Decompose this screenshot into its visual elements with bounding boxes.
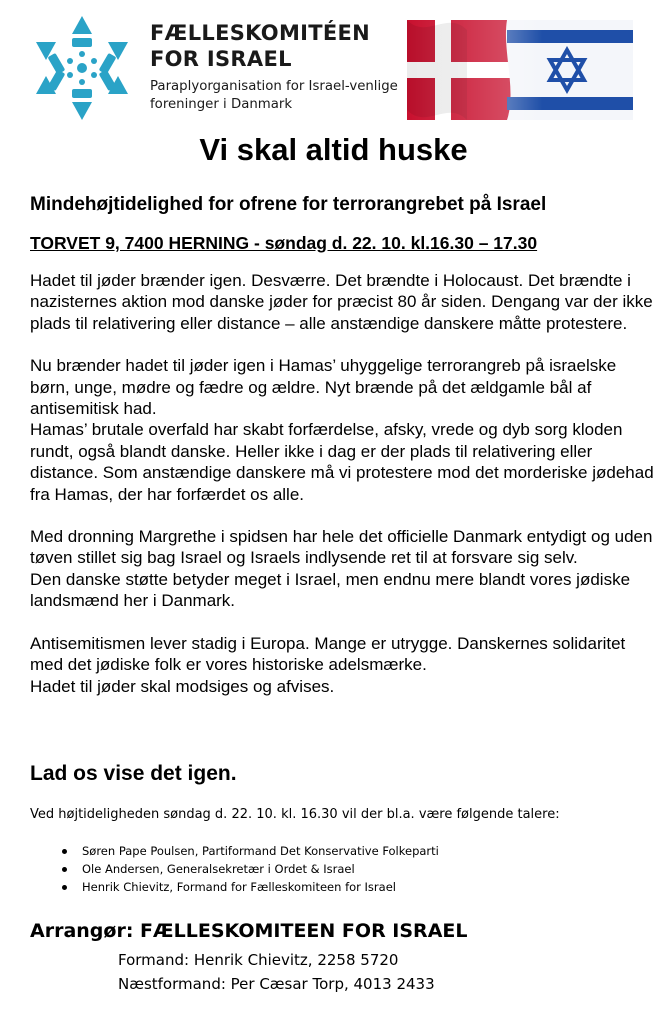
event-location-time: TORVET 9, 7400 HERNING - søndag d. 22. 10. kl.16.30 – 17.30	[30, 233, 538, 253]
letterhead	[0, 0, 667, 130]
vice-chair-contact: Næstformand: Per Cæsar Torp, 4013 2433	[118, 975, 435, 993]
organization-name	[150, 20, 370, 72]
chair-contact: Formand: Henrik Chievitz, 2258 5720	[118, 951, 399, 969]
paragraph-1: Hadet til jøder brænder igen. Desværre. Det brændte i Holocaust. Det brændte i nazisternes aktion mod danske jøder for præcist 80 år siden. Dengang var der ikke plads til relativering eller distance – alle anstændige danskere måtte protestere.	[30, 271, 653, 333]
page-title: Vi skal altid huske	[199, 132, 468, 167]
star-of-david-dots-logo	[28, 14, 136, 122]
paragraph-6: Antisemitismen lever stadig i Europa. Mange er utrygge. Danskernes solidaritet med det jødiske folk er vores historiske adelsmærke.	[30, 633, 626, 675]
speaker-name: Henrik Chievitz, Formand for Fælleskomiteen for Israel	[82, 880, 396, 894]
speakers-list	[62, 842, 439, 896]
bullet-icon	[62, 867, 67, 872]
paragraph-7: Hadet til jøder skal modsiges og afvises.	[30, 676, 335, 696]
paragraph-3: Hamas’ brutale overfald har skabt forfærdelse, afsky, vrede og dyb sorg kloden rundt, også blandt danske. Heller ikke i dag er der plads til relativering eller distance. Som anstændige danskere må vi protestere mod det morderiske jødehad fra Hamas, der har forfærdet os alle.	[30, 420, 654, 504]
paragraph-2: Nu brænder hadet til jøder igen i Hamas’ uhyggelige terrorangreb på israelske børn, unge, mødre og fædre og ældre. Nyt brænde på det ældgamle bål af antisemitisk had.	[30, 356, 617, 419]
organizer-heading: Arrangør: FÆLLESKOMITEEN FOR ISRAEL	[30, 920, 468, 942]
list-item	[62, 842, 439, 860]
speaker-name: Søren Pape Poulsen, Partiformand Det Konservative Folkeparti	[82, 844, 439, 858]
list-item	[62, 878, 439, 896]
event-subtitle: Mindehøjtidelighed for ofrene for terrorangrebet på Israel	[30, 194, 547, 215]
speaker-name: Ole Andersen, Generalsekretær i Ordet & Israel	[82, 862, 355, 876]
organization-name-line1: FÆLLESKOMITÉEN	[150, 21, 371, 45]
body-text	[30, 270, 655, 718]
list-item	[62, 860, 439, 878]
organization-subtitle-line2: foreninger i Danmark	[150, 97, 293, 112]
danish-and-israeli-flags	[407, 20, 633, 120]
organization-subtitle	[150, 78, 398, 114]
organization-subtitle-line1: Paraplyorganisation for Israel-venlige	[150, 79, 398, 94]
speakers-intro: Ved højtideligheden søndag d. 22. 10. kl. 16.30 vil der bl.a. være følgende talere:	[30, 807, 560, 822]
bullet-icon	[62, 849, 67, 854]
call-to-action-heading: Lad os vise det igen.	[30, 762, 237, 785]
paragraph-5: Den danske støtte betyder meget i Israel, men endnu mere blandt vores jødiske landsmænd her i Danmark.	[30, 569, 631, 611]
bullet-icon	[62, 885, 67, 890]
organization-name-line2: FOR ISRAEL	[150, 47, 292, 71]
paragraph-4: Med dronning Margrethe i spidsen har hele det officielle Danmark entydigt og uden tøven stillet sig bag Israel og Israels indlysende ret til at forsvare sig selv.	[30, 527, 653, 568]
